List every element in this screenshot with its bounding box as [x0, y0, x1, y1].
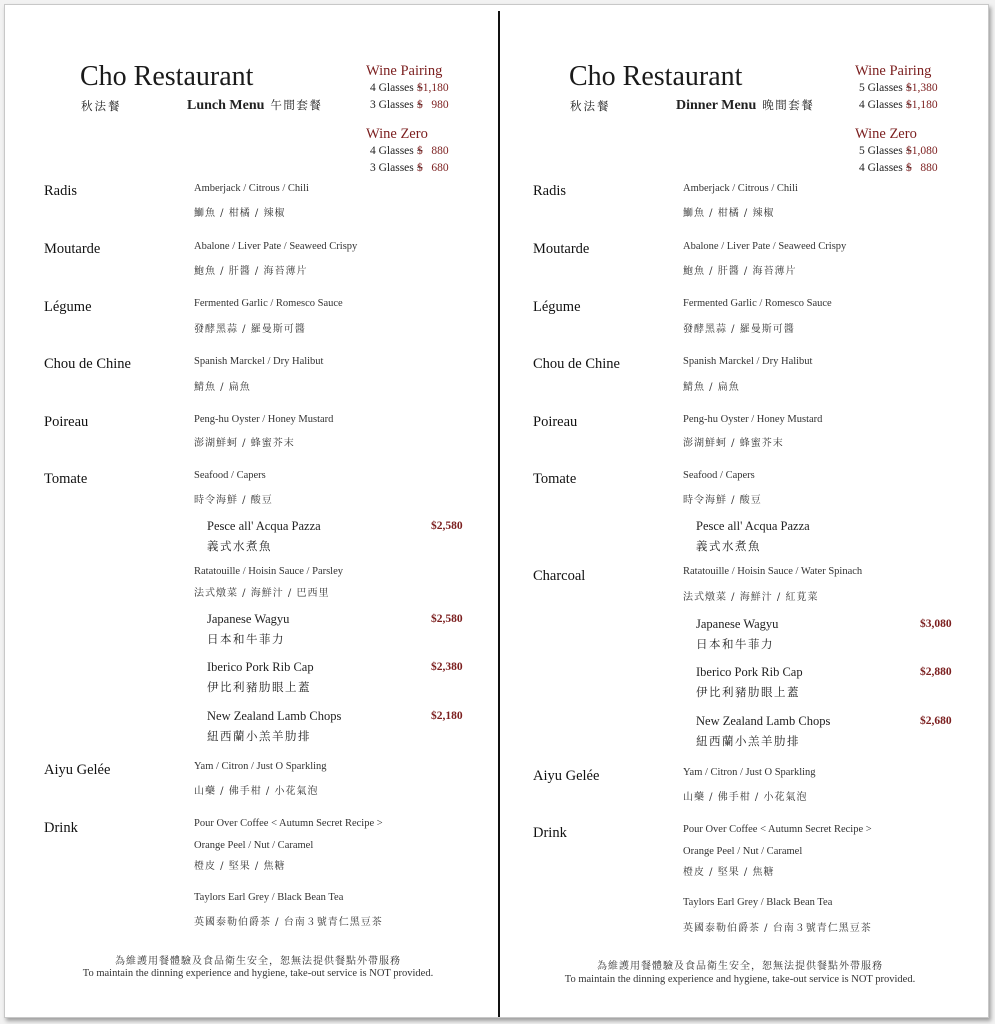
drink-desc-cn: 橙皮 / 堅果 / 焦糖	[194, 861, 286, 872]
main-option-en: Iberico Pork Rib Cap	[207, 660, 314, 674]
course-desc-cn: 時令海鮮 / 酸豆	[194, 495, 273, 506]
footer-notice-en: To maintain the dinning experience and hygiene, take-out service is NOT provided.	[564, 974, 916, 985]
glasses-label: 5 Glasses +	[859, 82, 913, 94]
course-desc-cn: 法式燉菜 / 海鮮汁 / 巴西里	[194, 588, 330, 599]
course-name: Moutarde	[533, 241, 590, 257]
main-option-price: $2,880	[920, 666, 952, 678]
glasses-label: 4 Glasses +	[370, 145, 424, 157]
dish-option-price: $2,580	[431, 520, 463, 532]
course-desc-cn: 鯖魚 / 扁魚	[194, 382, 251, 393]
main-option-en: Japanese Wagyu	[696, 617, 779, 631]
course-desc-cn: 鰤魚 / 柑橘 / 辣椒	[683, 208, 775, 219]
footer-notice-en: To maintain the dinning experience and hygiene, take-out service is NOT provided.	[82, 968, 434, 979]
course-desc-cn: 鮑魚 / 肝醬 / 海苔薄片	[194, 266, 308, 277]
course-desc: Seafood / Capers	[194, 470, 266, 481]
drink-desc-cn: 橙皮 / 堅果 / 焦糖	[683, 867, 775, 878]
wine-pairing-block	[855, 63, 959, 114]
course-desc: Yam / Citron / Just O Sparkling	[194, 761, 327, 772]
course-name: Tomate	[44, 471, 88, 487]
course-desc: Yam / Citron / Just O Sparkling	[683, 767, 816, 778]
glasses-label: 5 Glasses +	[859, 145, 913, 157]
wine-pairing-heading: Wine Pairing	[366, 63, 443, 79]
course-desc: Peng-hu Oyster / Honey Mustard	[194, 414, 334, 425]
course-desc: Ratatouille / Hoisin Sauce / Water Spinach	[683, 566, 863, 577]
dinner-menu-page	[494, 5, 984, 1017]
course-desc-cn: 澎湖鮮蚵 / 蜂蜜芥末	[683, 438, 784, 449]
main-option-cn: 伊比利豬肋眼上蓋	[207, 680, 311, 694]
main-option-cn: 日本和牛菲力	[696, 637, 774, 651]
course-desc-cn: 時令海鮮 / 酸豆	[683, 495, 762, 506]
course-desc: Fermented Garlic / Romesco Sauce	[194, 298, 343, 309]
main-option-cn: 日本和牛菲力	[207, 632, 285, 646]
drink-desc: Pour Over Coffee < Autumn Secret Recipe >	[194, 818, 383, 829]
course-name: Drink	[44, 820, 78, 836]
menu-type-en: Dinner Menu	[676, 98, 757, 113]
wine-price: $1,180	[906, 99, 938, 111]
wine-price: $1,080	[906, 145, 938, 157]
main-option-en: New Zealand Lamb Chops	[207, 709, 342, 723]
course-desc-cn: 山藥 / 佛手柑 / 小花氣泡	[194, 786, 319, 797]
course-desc: Fermented Garlic / Romesco Sauce	[683, 298, 832, 309]
course-name: Charcoal	[533, 568, 586, 584]
course-name: Tomate	[533, 471, 577, 487]
wine-price: $ 680	[417, 162, 449, 174]
main-option-price: $2,380	[431, 661, 463, 673]
course-desc: Seafood / Capers	[683, 470, 755, 481]
course-desc: Abalone / Liver Pate / Seaweed Crispy	[194, 241, 358, 252]
wine-zero-block	[855, 126, 959, 177]
dish-option-en: Pesce all' Acqua Pazza	[696, 519, 810, 533]
main-option-price: $2,180	[431, 710, 463, 722]
wine-price: $ 880	[906, 162, 938, 174]
course-desc-cn: 發酵黑蒜 / 羅曼斯可醬	[683, 324, 795, 335]
menu-type-cn: 晚間套餐	[762, 98, 815, 112]
menu-type	[676, 97, 814, 114]
course-desc-cn: 法式燉菜 / 海鮮汁 / 紅莧菜	[683, 592, 819, 603]
course-desc: Abalone / Liver Pate / Seaweed Crispy	[683, 241, 847, 252]
main-option-price: $2,580	[431, 613, 463, 625]
wine-zero-heading: Wine Zero	[855, 126, 917, 142]
menu-type	[187, 97, 322, 114]
main-option-cn: 伊比利豬肋眼上蓋	[696, 685, 800, 699]
main-option-en: New Zealand Lamb Chops	[696, 714, 831, 728]
drink-desc-cn: 英國泰勒伯爵茶 / 台南３號青仁黑豆茶	[194, 917, 383, 928]
course-desc: Ratatouille / Hoisin Sauce / Parsley	[194, 566, 344, 577]
menu-sheet	[4, 4, 989, 1018]
course-desc: Amberjack / Citrous / Chili	[194, 183, 309, 194]
drink-desc: Orange Peel / Nut / Caramel	[194, 840, 314, 851]
main-option-en: Iberico Pork Rib Cap	[696, 665, 803, 679]
glasses-label: 4 Glasses +	[859, 99, 913, 111]
wine-zero-block	[366, 126, 470, 177]
footer-notice-cn: 為維護用餐體驗及食品衛生安全，恕無法提供餐點外帶服務	[597, 961, 883, 972]
wine-price: $1,180	[417, 82, 449, 94]
drink-desc-cn: 英國泰勒伯爵茶 / 台南３號青仁黑豆茶	[683, 923, 872, 934]
course-name: Radis	[533, 183, 567, 199]
course-desc: Peng-hu Oyster / Honey Mustard	[683, 414, 823, 425]
course-name: Légume	[44, 299, 92, 315]
course-name: Moutarde	[44, 241, 101, 257]
course-name: Poireau	[44, 414, 89, 430]
course-desc-cn: 鯖魚 / 扁魚	[683, 382, 740, 393]
restaurant-subtitle-cn: 秋法餐	[570, 99, 611, 113]
wine-zero-option	[370, 160, 470, 177]
wine-pairing-heading: Wine Pairing	[855, 63, 932, 79]
glasses-label: 3 Glasses +	[370, 99, 424, 111]
glasses-label: 4 Glasses +	[370, 82, 424, 94]
course-desc: Amberjack / Citrous / Chili	[683, 183, 798, 194]
main-option-en: Japanese Wagyu	[207, 612, 290, 626]
wine-pairing-option	[859, 80, 959, 97]
course-name: Légume	[533, 299, 581, 315]
course-name: Aiyu Gelée	[533, 768, 600, 784]
wine-zero-option	[859, 143, 959, 160]
restaurant-title: Cho Restaurant	[569, 61, 743, 92]
restaurant-title: Cho Restaurant	[80, 61, 254, 92]
drink-desc: Pour Over Coffee < Autumn Secret Recipe >	[683, 824, 872, 835]
dish-option-cn: 義式水煮魚	[696, 539, 761, 553]
menu-type-en: Lunch Menu	[187, 98, 265, 113]
page-divider	[498, 11, 500, 1017]
dish-option-cn: 義式水煮魚	[207, 539, 272, 553]
course-name: Aiyu Gelée	[44, 762, 111, 778]
wine-zero-option	[370, 143, 470, 160]
course-name: Chou de Chine	[533, 356, 620, 372]
main-option-cn: 紐西蘭小羔羊肋排	[696, 734, 800, 748]
course-name: Chou de Chine	[44, 356, 131, 372]
main-option-price: $2,680	[920, 715, 952, 727]
course-name: Poireau	[533, 414, 578, 430]
course-desc-cn: 鰤魚 / 柑橘 / 辣椒	[194, 208, 286, 219]
drink-desc: Orange Peel / Nut / Caramel	[683, 846, 803, 857]
wine-zero-heading: Wine Zero	[366, 126, 428, 142]
course-desc-cn: 澎湖鮮蚵 / 蜂蜜芥末	[194, 438, 295, 449]
dish-option-en: Pesce all' Acqua Pazza	[207, 519, 321, 533]
drink-desc: Taylors Earl Grey / Black Bean Tea	[194, 892, 344, 903]
course-desc: Spanish Marckel / Dry Halibut	[683, 356, 813, 367]
course-desc-cn: 發酵黑蒜 / 羅曼斯可醬	[194, 324, 306, 335]
footer-notice-cn: 為維護用餐體驗及食品衛生安全，恕無法提供餐點外帶服務	[115, 956, 401, 967]
glasses-label: 3 Glasses +	[370, 162, 424, 174]
main-option-cn: 紐西蘭小羔羊肋排	[207, 729, 311, 743]
restaurant-subtitle-cn: 秋法餐	[81, 99, 122, 113]
wine-zero-option	[859, 160, 959, 177]
wine-pairing-block	[366, 63, 470, 114]
drink-desc: Taylors Earl Grey / Black Bean Tea	[683, 897, 833, 908]
lunch-menu-page	[5, 5, 495, 1017]
course-name: Drink	[533, 825, 567, 841]
glasses-label: 4 Glasses +	[859, 162, 913, 174]
wine-price: $ 880	[417, 145, 449, 157]
wine-price: $ 980	[417, 99, 449, 111]
wine-pairing-option	[859, 97, 959, 114]
course-name: Radis	[44, 183, 78, 199]
course-desc-cn: 山藥 / 佛手柑 / 小花氣泡	[683, 792, 808, 803]
wine-price: $1,380	[906, 82, 938, 94]
menu-type-cn: 午間套餐	[270, 98, 323, 112]
wine-pairing-option	[370, 80, 470, 97]
main-option-price: $3,080	[920, 618, 952, 630]
course-desc: Spanish Marckel / Dry Halibut	[194, 356, 324, 367]
course-desc-cn: 鮑魚 / 肝醬 / 海苔薄片	[683, 266, 797, 277]
wine-pairing-option	[370, 97, 470, 114]
